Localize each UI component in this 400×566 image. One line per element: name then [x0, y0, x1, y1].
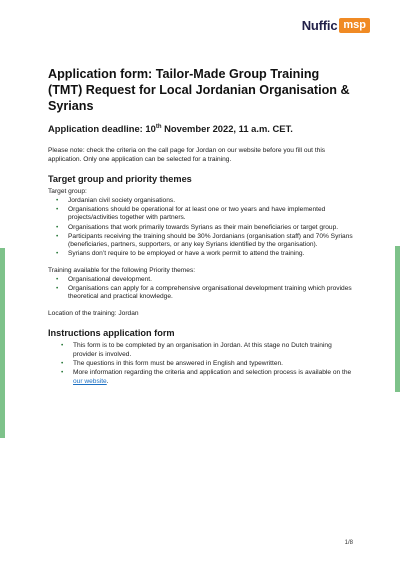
training-location: Location of the training: Jordan	[48, 309, 139, 317]
list-item: • Organisations should be operational for at least one or two years and have implemented projects/activities together with partners.	[68, 206, 354, 223]
instructions-list	[48, 342, 354, 386]
left-accent-bar	[0, 248, 5, 438]
target-group-heading: Target group and priority themes	[48, 174, 192, 185]
list-item: • Organisations can apply for a comprehensive organisational development training which provides theoretical and practical knowledge.	[68, 285, 354, 302]
logo-wordmark: Nuffic	[301, 18, 338, 33]
list-item: • This form is to be completed by an organisation in Jordan. At this stage no Dutch training provider is involved.	[73, 342, 354, 359]
list-item: • Syrians don’t require to be employed or have a work permit to attend the training.	[68, 250, 354, 259]
document-body	[48, 66, 354, 387]
list-item	[73, 369, 354, 386]
list-item: • The questions in this form must be answered in English and typewritten.	[73, 360, 354, 369]
list-item-text: More information regarding the criteria and application and selection process is available on the	[73, 369, 352, 377]
list-item: • Jordanian civil society organisations.	[68, 197, 354, 206]
list-item-end: .	[106, 377, 109, 385]
target-group-list	[48, 197, 354, 259]
our-website-link[interactable]: our website	[73, 377, 107, 385]
page-number: 1/8	[344, 540, 353, 546]
instructions-section	[48, 328, 354, 386]
logo-tag: msp	[339, 18, 370, 33]
instructions-heading: Instructions application form	[48, 328, 175, 339]
list-item: • Organisations that work primarily towards Syrians as their main beneficiaries or target group.	[68, 224, 354, 233]
target-group-label: Target group:	[48, 188, 87, 196]
nuffic-msp-logo	[302, 18, 370, 33]
please-note-paragraph: Please note: check the criteria on the call page for Jordan on our website before you fill out this application. Only one application can be selected for a training.	[48, 147, 326, 163]
target-group-section	[48, 174, 354, 318]
priority-themes-label: Training available for the following Priority themes:	[48, 266, 196, 274]
list-item: • Participants receiving the training should be 30% Jordanians (organisation staff) and 70% Syrians (beneficiaries, partners, supporters, or any key Syrians identified by the organisation).	[68, 233, 354, 250]
right-accent-bar	[395, 246, 400, 392]
deadline-superscript: th	[155, 123, 162, 130]
application-deadline	[48, 123, 354, 134]
priority-themes-list	[48, 276, 354, 302]
document-title: Application form: Tailor-Made Group Training (TMT) Request for Local Jordanian Organisation & Syrians	[48, 67, 350, 113]
deadline-prefix: Application deadline: 10	[48, 123, 156, 134]
deadline-suffix: November 2022, 11 a.m. CET.	[161, 123, 293, 134]
list-item: • Organisational development.	[68, 276, 354, 285]
